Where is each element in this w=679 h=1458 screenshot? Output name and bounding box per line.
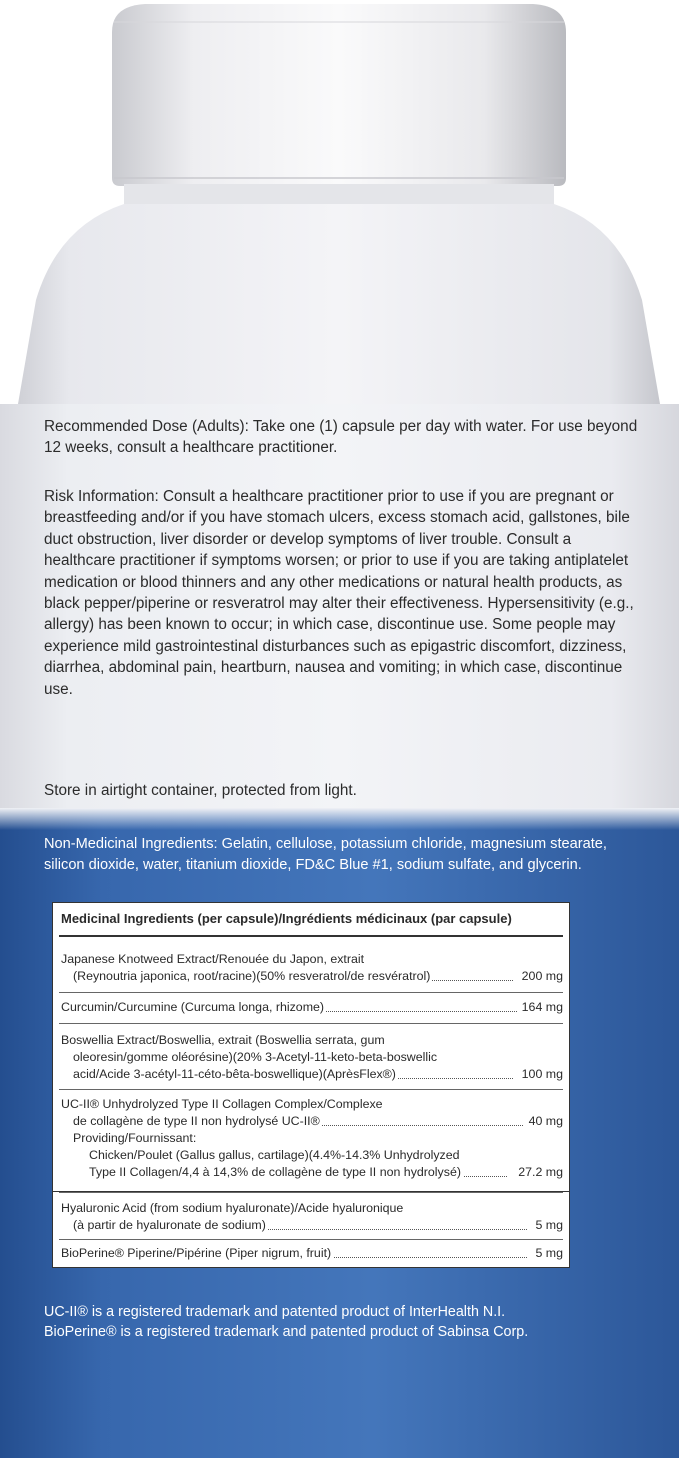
curcumin-amount: 164 mg: [521, 1000, 563, 1014]
ucii-name: UC-II® Unhydrolyzed Type II Collagen Complex/Complexe: [61, 1097, 383, 1111]
boswellia-detail: acid/Acide 3-acétyl-11-céto-bêta-boswellique)(AprèsFlex®): [73, 1067, 396, 1081]
non-medicinal-ingredients: Non-Medicinal Ingredients: Gelatin, cellulose, potassium chloride, magnesium stearate, silicon dioxide, water, titanium dioxide, FD&C Blue #1, sodium sulfate, and glycerin.: [44, 836, 607, 873]
bottle-cap: [112, 4, 566, 186]
boswellia-name: Boswellia Extract/Boswellia, extrait (Boswellia serrata, gum: [61, 1033, 385, 1047]
curcumin-name: Curcumin/Curcumine (Curcuma longa, rhizome): [61, 1000, 325, 1014]
bioperine-amount: 5 mg: [535, 1246, 563, 1260]
knotweed-source: (Reynoutria japonica, root/racine)(50% resveratrol/de resvératrol): [73, 969, 431, 983]
knotweed-amount: 200 mg: [521, 969, 563, 983]
hyaluronic-name: Hyaluronic Acid (from sodium hyaluronate)/Acide hyaluronique: [61, 1201, 404, 1215]
bioperine-trademark-note: BioPerine® is a registered trademark and patented product of Sabinsa Corp.: [44, 1324, 529, 1340]
chicken-detail: Type II Collagen/4,4 à 14,3% de collagène de type II non hydrolysé): [89, 1165, 461, 1179]
bioperine-name: BioPerine® Piperine/Pipérine (Piper nigrum, fruit): [61, 1246, 332, 1260]
providing-label: Providing/Fournissant:: [73, 1131, 197, 1145]
knotweed-name: Japanese Knotweed Extract/Renouée du Japon, extrait: [61, 952, 365, 966]
medicinal-ingredients-table: [52, 902, 570, 1192]
boswellia-amount: 100 mg: [521, 1067, 563, 1081]
ucii-amount: 40 mg: [528, 1114, 563, 1128]
storage-instructions: Store in airtight container, protected from light.: [44, 782, 357, 799]
hyaluronic-amount: 5 mg: [535, 1218, 563, 1232]
risk-information: Risk Information: Consult a healthcare practitioner prior to use if you are pregnant or breastfeeding and/or if you have stomach ulcers, excess stomach acid, gallstones, bile duct obstruction, liver disorder or develop symptoms of liver trouble. Consult a healthcare practitioner if symptoms worsen; or prior to use if you are taking antiplatelet medication or blood thinners and any other medications or natural health products, as black pepper/piperine or resveratrol may alter their effectiveness. Hypersensitivity (e.g., allergy) has been known to occur; in which case, discontinue use. Some people may experience mild gastrointestinal disturbances such as epigastric discomfort, dizziness, diarrhea, abdominal pain, heartburn, nausea and vomiting; in which case, discontinue use.: [44, 488, 634, 698]
ucii-detail: de collagène de type II non hydrolysé UC-II®: [73, 1114, 320, 1128]
boswellia-source: oleoresin/gomme oléorésine)(20% 3-Acetyl-11-keto-beta-boswellic: [73, 1050, 438, 1064]
medicinal-ingredients-table-continued: [52, 1192, 570, 1268]
recommended-dose: Recommended Dose (Adults): Take one (1) capsule per day with water. For use beyond 12 weeks, consult a healthcare practitioner.: [44, 418, 638, 457]
ingredients-table-header: Medicinal Ingredients (per capsule)/Ingrédients médicinaux (par capsule): [61, 911, 512, 926]
chicken-amount: 27.2 mg: [518, 1165, 563, 1179]
ucii-trademark-note: UC-II® is a registered trademark and patented product of InterHealth N.I.: [44, 1304, 506, 1320]
bottle-neck: [124, 184, 554, 206]
bottle-shoulder: [18, 204, 660, 404]
hyaluronic-source: (à partir de hyaluronate de sodium): [73, 1218, 266, 1232]
label-text-area: [0, 404, 679, 1458]
chicken-source: Chicken/Poulet (Gallus gallus, cartilage)(4.4%-14.3% Unhydrolyzed: [89, 1148, 460, 1162]
